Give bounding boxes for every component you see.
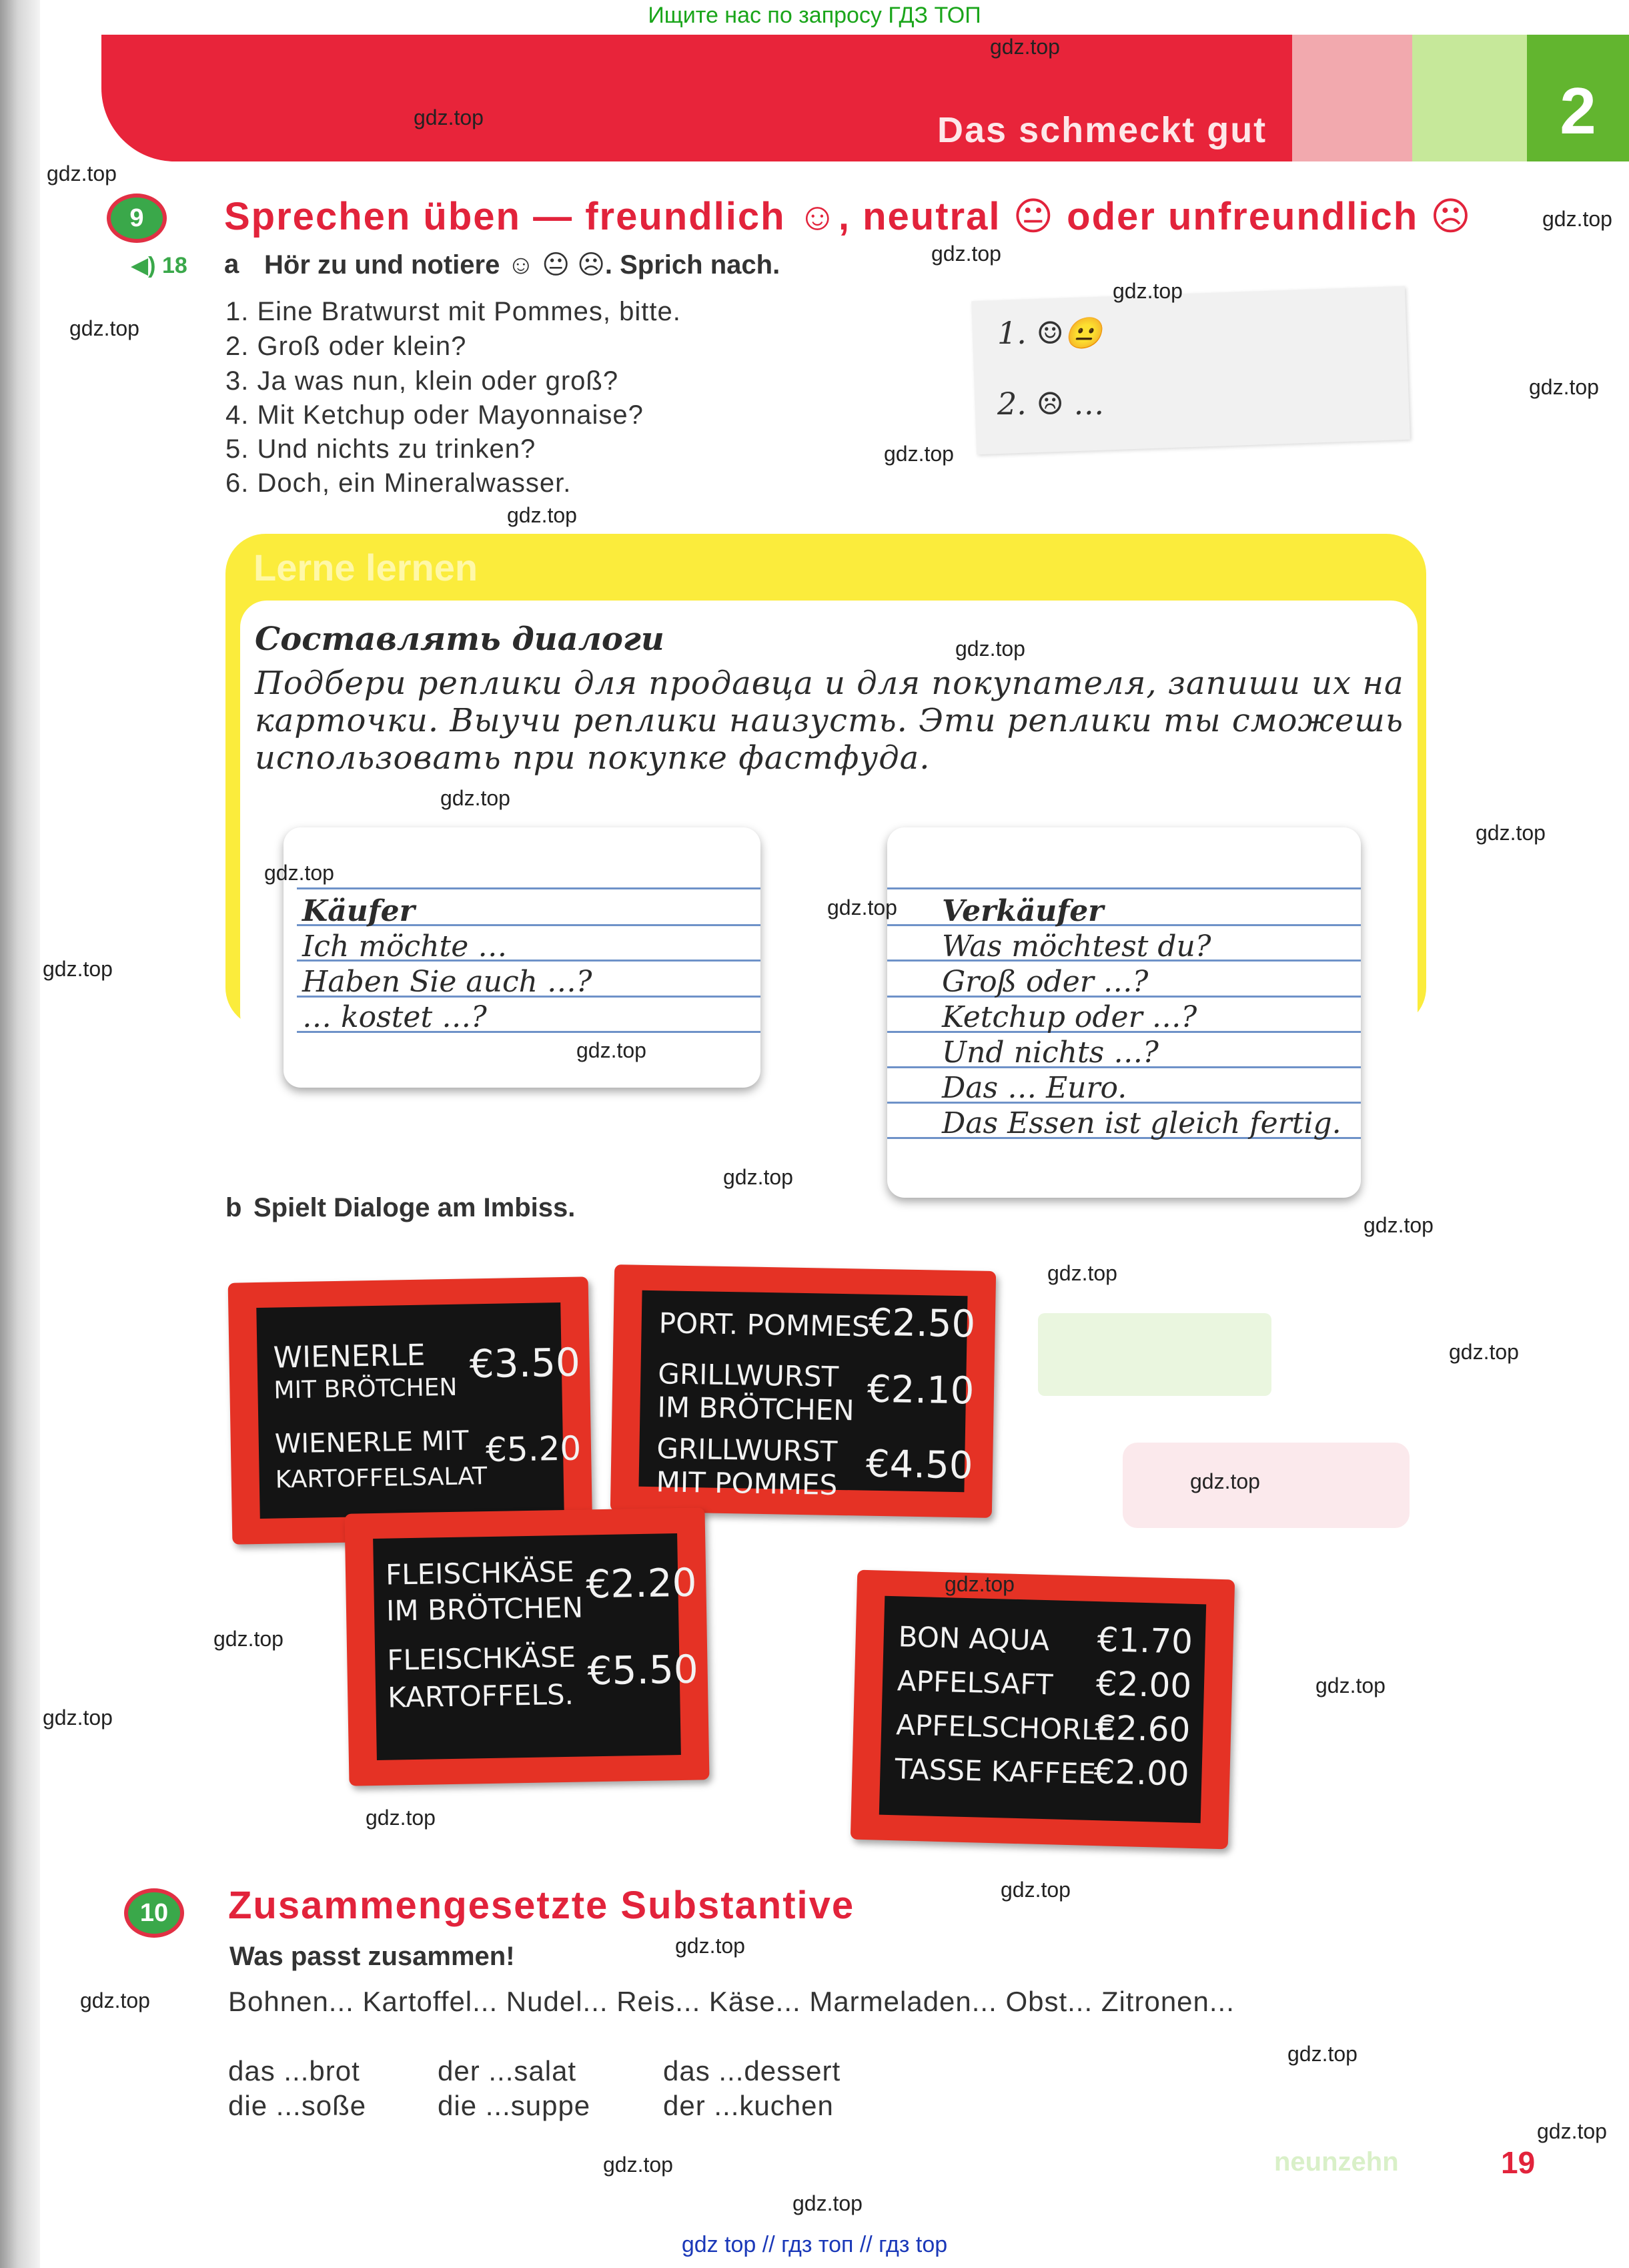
board4-item-4: TASSE KAFFEE: [894, 1752, 1097, 1791]
board4-item-3: APFELSCHORLE: [895, 1708, 1115, 1747]
chalk-surface: [638, 1290, 976, 1501]
top-search-note: Ищите нас по запросу ГДЗ ТОП: [648, 3, 981, 28]
exercise-10-instruction: Was passt zusammen!: [229, 1942, 515, 1971]
notes-paper: [971, 286, 1410, 455]
watermark: gdz.top: [80, 1988, 150, 2012]
board4-item-1: BON AQUA: [898, 1620, 1050, 1657]
chapter-title: Das schmeckt gut: [937, 110, 1267, 150]
card-seller-line-1: Was möchtest du?: [942, 929, 1211, 964]
chalk-surface: [879, 1596, 1206, 1824]
dialog-line-5: 5. Und nichts zu trinken?: [225, 434, 536, 464]
tip-heading: Составлять диалоги: [255, 621, 664, 658]
page-number-word: neunzehn: [1274, 2147, 1399, 2177]
board1-item-1-line-1: WIENERLE: [273, 1338, 426, 1375]
watermark: gdz.top: [1537, 2119, 1607, 2143]
menu-board-2: [610, 1264, 996, 1518]
board2-item-3-line-1: GRILLWURST: [656, 1432, 838, 1468]
exercise-10-badge: 10: [124, 1888, 184, 1938]
page-number: 19: [1501, 2145, 1536, 2180]
card-buyer-line-1: Ich möchte …: [302, 929, 508, 964]
faint-speech-bubble-green: [1038, 1313, 1271, 1396]
audio-track-number: 18: [161, 253, 187, 278]
chalk-surface: [256, 1302, 582, 1519]
watermark: gdz.top: [990, 35, 1060, 59]
board2-price-1: €2.50: [868, 1300, 976, 1347]
board1-price-1: €3.50: [469, 1339, 581, 1387]
dialog-line-1: 1. Eine Bratwurst mit Pommes, bitte.: [225, 297, 681, 326]
board3-item-1-line-2: IM BRÖTCHEN: [386, 1591, 584, 1627]
suffix-col2-row2: die ...suppe: [438, 2090, 591, 2121]
board1-price-2: €5.20: [485, 1429, 582, 1470]
card-seller-line-3: Ketchup oder …?: [942, 1000, 1197, 1034]
watermark: gdz.top: [264, 861, 334, 885]
card-buyer: [284, 827, 760, 1088]
exercise-9b-instruction: Spielt Dialoge am Imbiss.: [253, 1193, 576, 1222]
dialog-line-4: 4. Mit Ketchup oder Mayonnaise?: [225, 400, 644, 430]
board2-item-3-line-2: MIT POMMES: [656, 1465, 838, 1501]
board1-item-2-line-1: WIENERLE MIT: [274, 1425, 469, 1460]
card-buyer-line-3: … kostet …?: [302, 1000, 487, 1034]
menu-board-4: [851, 1570, 1235, 1850]
card-seller-line-5: Das … Euro.: [942, 1071, 1127, 1105]
exercise-9b-label: b: [225, 1193, 242, 1222]
board4-item-2: APFELSAFT: [897, 1664, 1054, 1702]
board2-item-1: PORT. POMMES: [658, 1306, 871, 1343]
watermark: gdz.top: [931, 242, 1001, 266]
exercise-9a-instruction: Hör zu und notiere ☺ 😐 ☹. Sprich nach.: [264, 250, 780, 280]
lerne-lernen-title: Lerne lernen: [253, 546, 478, 589]
suffix-col1-row2: die ...soße: [228, 2090, 367, 2121]
header-band-light-green: [1412, 35, 1527, 161]
suffix-col3-row1: das ...dessert: [663, 2055, 841, 2087]
watermark: gdz.top: [675, 1934, 745, 1958]
tip-text-line-3: использовать при покупке фастфуда.: [255, 739, 931, 777]
watermark: gdz.top: [945, 1572, 1015, 1596]
board4-price-1: €1.70: [1097, 1620, 1193, 1661]
watermark: gdz.top: [1190, 1469, 1260, 1493]
board3-item-2-line-1: FLEISCHKÄSE: [386, 1640, 576, 1677]
watermark: gdz.top: [955, 637, 1025, 661]
card-seller: [887, 827, 1361, 1198]
exercise-9-title: Sprechen üben — freundlich ☺, neutral 😐 oder unfreundlich ☹: [224, 195, 1472, 238]
note-line-1: 1. ☺😐: [997, 315, 1103, 351]
book-spine: [0, 0, 40, 2268]
watermark: gdz.top: [1449, 1340, 1519, 1364]
card-seller-line-4: Und nichts …?: [942, 1036, 1159, 1070]
board3-item-1-line-1: FLEISCHKÄSE: [385, 1555, 575, 1591]
card-buyer-title: Käufer: [302, 894, 415, 928]
watermark: gdz.top: [792, 2191, 863, 2215]
board2-item-2-line-1: GRILLWURST: [657, 1357, 839, 1393]
watermark: gdz.top: [69, 316, 139, 340]
watermark: gdz.top: [827, 895, 897, 919]
suffix-col3-row2: der ...kuchen: [663, 2090, 834, 2121]
board4-price-2: €2.00: [1095, 1664, 1192, 1706]
card-rule: [297, 887, 760, 889]
board1-item-1-line-2: MIT BRÖTCHEN: [274, 1373, 458, 1405]
card-seller-line-6: Das Essen ist gleich fertig.: [942, 1106, 1341, 1140]
word-prefix-list: Bohnen... Kartoffel... Nudel... Reis... Käse... Marmeladen... Obst... Zitronen...: [228, 1986, 1235, 2017]
board2-price-2: €2.10: [867, 1367, 975, 1413]
watermark: gdz.top: [723, 1165, 793, 1189]
watermark: gdz.top: [603, 2153, 673, 2177]
suffix-col2-row1: der ...salat: [438, 2055, 577, 2087]
speaker-icon: ◀): [131, 253, 156, 278]
watermark: gdz.top: [43, 1706, 113, 1730]
watermark: gdz.top: [213, 1627, 284, 1651]
exercise-9a-label: a: [224, 250, 239, 279]
menu-board-1: [228, 1276, 593, 1544]
suffix-col1-row1: das ...brot: [228, 2055, 360, 2087]
watermark: gdz.top: [440, 786, 510, 810]
dialog-line-3: 3. Ja was nun, klein oder groß?: [225, 366, 619, 396]
card-seller-title: Verkäufer: [942, 894, 1104, 928]
watermark: gdz.top: [47, 161, 117, 185]
watermark: gdz.top: [884, 442, 954, 466]
board4-price-3: €2.60: [1094, 1708, 1191, 1750]
board3-item-2-line-2: KARTOFFELS.: [387, 1677, 574, 1714]
watermark: gdz.top: [1001, 1878, 1071, 1902]
board4-price-4: €2.00: [1093, 1752, 1190, 1794]
watermark: gdz.top: [1113, 279, 1183, 303]
menu-board-3: [344, 1507, 709, 1786]
board2-price-3: €4.50: [865, 1442, 973, 1488]
card-seller-line-2: Groß oder …?: [942, 965, 1149, 999]
watermark: gdz.top: [507, 503, 577, 527]
chalk-surface: [373, 1533, 699, 1760]
watermark: gdz.top: [1529, 375, 1599, 399]
board1-item-2-line-2: KARTOFFELSALAT: [275, 1463, 488, 1494]
dialog-line-2: 2. Groß oder klein?: [225, 332, 467, 361]
faint-speech-bubble-pink: [1123, 1443, 1410, 1528]
watermark: gdz.top: [576, 1038, 646, 1062]
board2-item-2-line-2: IM BRÖTCHEN: [657, 1391, 855, 1427]
dialog-line-6: 6. Doch, ein Mineralwasser.: [225, 468, 572, 498]
exercise-9-badge: 9: [107, 194, 167, 243]
watermark: gdz.top: [366, 1806, 436, 1830]
audio-track[interactable]: [131, 252, 187, 279]
watermark: gdz.top: [1047, 1261, 1117, 1285]
exercise-10-title: Zusammengesetzte Substantive: [228, 1884, 855, 1927]
header-band-pink: [1292, 35, 1412, 161]
watermark: gdz.top: [1315, 1673, 1386, 1697]
watermark: gdz.top: [1287, 2042, 1358, 2066]
note-line-2: 2. ☹ …: [997, 386, 1105, 422]
watermark: gdz.top: [414, 105, 484, 129]
watermark: gdz.top: [1542, 207, 1612, 231]
tip-text-line-1: Подбери реплики для продавца и для покупателя, запиши их на: [255, 665, 1404, 702]
tip-text-line-2: карточки. Выучи реплики наизусть. Эти реплики ты сможешь: [255, 702, 1404, 739]
chapter-number: 2: [1560, 74, 1596, 147]
card-buyer-line-2: Haben Sie auch …?: [302, 965, 592, 999]
watermark: gdz.top: [1476, 821, 1546, 845]
board3-price-1: €2.20: [585, 1559, 697, 1607]
watermark: gdz.top: [1364, 1213, 1434, 1237]
card-rule: [887, 887, 1361, 889]
watermark: gdz.top: [43, 957, 113, 981]
bottom-note: gdz top // гдз топ // гдз top: [681, 2232, 948, 2257]
board3-price-2: €5.50: [587, 1646, 699, 1694]
